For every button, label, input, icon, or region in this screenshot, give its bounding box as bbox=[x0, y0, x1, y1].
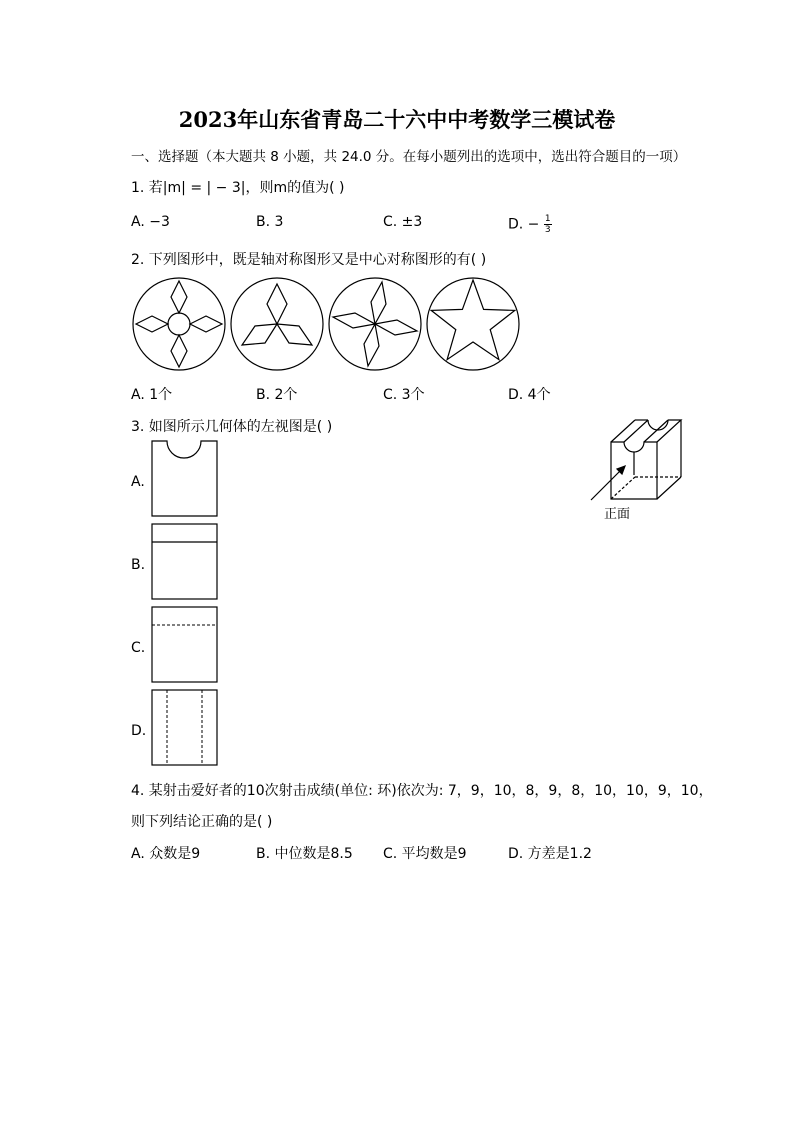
q4-option-c: C. 平均数是9 bbox=[383, 846, 467, 862]
question-1-text: 1. 若|m| = | − 3|，则m的值为( ) bbox=[131, 180, 345, 196]
q3-view-b bbox=[151, 523, 219, 601]
q2-figures bbox=[130, 276, 520, 372]
q3-solid-figure bbox=[585, 412, 695, 512]
q2-option-b: B. 2个 bbox=[256, 387, 298, 403]
q4-option-a: A. 众数是9 bbox=[131, 846, 201, 862]
fraction-denominator: 3 bbox=[544, 225, 551, 235]
q3-option-d: D. bbox=[131, 723, 147, 739]
front-label: 正面 bbox=[604, 507, 631, 522]
q3-view-a bbox=[151, 440, 219, 518]
question-4-text-line1: 4. 某射击爱好者的10次射击成绩(单位: 环)依次为: 7，9，10，8，9，8，10，10，9，10， bbox=[131, 783, 713, 799]
page-title: 2023年山东省青岛二十六中中考数学三模试卷 bbox=[178, 107, 616, 132]
q3-view-d bbox=[151, 689, 219, 767]
question-2-text: 2. 下列图形中，既是轴对称图形又是中心对称图形的有( ) bbox=[131, 252, 487, 268]
q4-option-d: D. 方差是1.2 bbox=[508, 846, 592, 862]
q1-option-d-label: D. − bbox=[508, 216, 540, 233]
q1-option-d bbox=[508, 214, 552, 235]
fraction-numerator: 1 bbox=[544, 214, 551, 224]
fraction bbox=[544, 214, 552, 235]
question-4-text-line2: 则下列结论正确的是( ) bbox=[131, 814, 273, 830]
section-heading: 一、选择题（本大题共 8 小题，共 24.0 分。在每小题列出的选项中，选出符合题目的一项） bbox=[131, 149, 687, 165]
q1-option-a: A. −3 bbox=[131, 214, 170, 230]
q2-option-c: C. 3个 bbox=[383, 387, 425, 403]
q2-option-a: A. 1个 bbox=[131, 387, 173, 403]
q3-option-b: B. bbox=[131, 557, 146, 573]
figure-pinwheel bbox=[329, 278, 421, 370]
q4-option-b: B. 中位数是8.5 bbox=[256, 846, 353, 862]
q3-option-c: C. bbox=[131, 640, 146, 656]
figure-three-rhombi bbox=[231, 278, 323, 370]
q3-view-c bbox=[151, 606, 219, 684]
q1-option-b: B. 3 bbox=[256, 214, 284, 230]
q3-option-a: A. bbox=[131, 474, 145, 490]
q1-option-c: C. ±3 bbox=[383, 214, 423, 230]
figure-four-diamonds bbox=[133, 278, 225, 370]
figure-star bbox=[427, 278, 519, 370]
question-3-text: 3. 如图所示几何体的左视图是( ) bbox=[131, 419, 333, 435]
q2-option-d: D. 4个 bbox=[508, 387, 551, 403]
